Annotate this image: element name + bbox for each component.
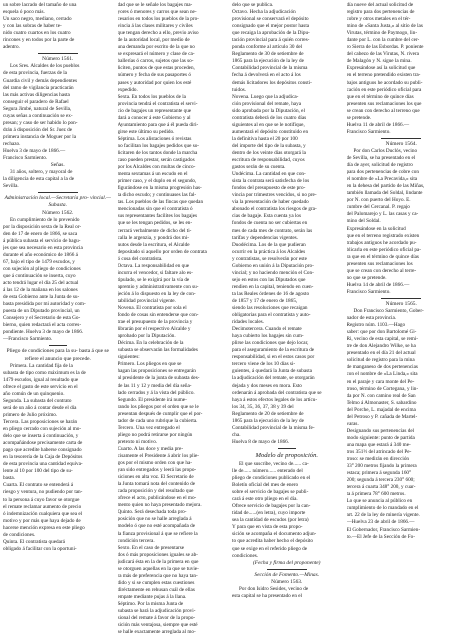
divider [381,298,421,299]
paragraph-registro-linda: Don Francisco Sarmiento, Gober- nador de esta provincia. Registro núm. 1103.—Hago saber: que por don Bartolomé Gi- Ri, vecino de esta capital, se remi- tre de don Alejandro Wilke, se ha presentado en el día 21 del actual solicitud de registro para la mina de manganeso de dos pertenencias con el nombre de «La Linda,» sita en el paraje y cara monte del Pe- troso, término de Cortegana, y lin- da por N. con camino real de San Telmo á Almonaster, S. sabardino del Porche, L. majadal de encima del Petroso y P. cañada de Martel- varas. Designando sus pertenencias del modo siguiente: punto de partida una mapa que estará á 340 me- tros 351½ del atrincado del Pe- troso: se medirán en dirección 33° 200 metros fijando la primera estaca; primera á segunda 160° 200; segunda á tercera 230° 600; tercera á cuarta 348° 200, y cuar- ta á primera 78° 600 metros. Lo que se anuncia al público en cumplimiento de lo mandado en el art. 22 de la ley de minería vigente. —Huelva 23 de abril de 1866.— El Gobernador, Francisco Sarmien- to.—El Jefe de la Sección de Fo- [346,308,424,540]
divider [38,192,78,193]
notice-number: Número 1563. [271,578,303,585]
section-heading-admin: Administración local.—Secretaría pro- vincial.—Subasta. [4,195,111,209]
paragraph-senas: 31 años, soltero, y mayoral de la diligencia de esta capital a la de Sevilla. [3,169,75,190]
section-heading-modelo: Modelo de proposición. [255,451,319,459]
section-heading-fomento: Sección de Fomento.—Minas. [254,571,320,578]
column-1 [3,2,113,640]
divider [38,53,78,54]
column-4 [347,2,457,640]
signature-line: (Fecha y firma del proponente) [253,559,321,566]
paragraph-saco: un sobre lacrado del tamaño de una esquela ó poco más. Un saco negro, mediano, cerrado y con las sobras de haber te- nido cuatro cuartos en los cuatro rincones y en todos por la parte de adentro. [3,2,77,51]
paragraph-adjudicacion: delo que se publica. Octavo. Hecha la adjudicación provisional se conservará el depósito consignado que el mejor postor hasta que recaiga la aprobación de la Dipu- tación provincial para á quién corres- ponda conforme al artículo 30 del Reglamento de 30 de setiembre de 1865 para la ejecución de la ley de Contabilidad provincial de la misma fecha á devolverá en el acto á los demás licitadores los depósitos consti- tuidos. Novena. Luego que la adjudica- ción provisional del remate, haya sido aprobada por la Diputación, el contratista deberá de los cuatro días siguientes al en que se le notifique, aumentará el depósito constituido en la definitiva hasta el 20 por 100 del importe del tipo de la subasta, y dentro de los veinte días otorgará la escritura de responsabilidad, cuyos gastos serán de su cuenta. Undécima. La cantidad en que con- sista la contrata será satisfecha de los fondos del presupuesto de este pro- vincia por trimestres vencidos, si no pre- via la presentación de haber quedado abonado el contratista los riesgos de gra- cias de bagaje. Esta cuenta ya los fondos de cuenta no ser cubiertas en mes de cada mes de contrato, serán las tarifas y dependencias vigentes. Duodécima. Los de la que pudieran ocurrir en la práctica á los Alcaldes y contratistas, se resolverán por este Gobierno en unión á la Diputación pro- vincial; y no haciendo mención el Con- sejo en estos con las Diputados que rendien en la capital, teniendo en cuen- ta las Reales órdenes de 16 de agosto de 1857 y 17 de enero de 1865, siendo las resoluciones que recaigan obligatorias para el contratista y auto- ridades locales. Decimotercera. Cuando el remate haya cubierto los bagajes sin cum- plirse las condiciones que dejo locar, para el aseguramiento de la escritura de responsabilidad, si en el estos casos por tercero viene de los 10 días si- guientes, á quedará la Junta de subasta la adjudicación del remate, se otorgarán dejada y dos meses en mora. Esto ordenarán á aprobada del contratista que se haya á estos efectos legales de los artícu- los 34, 35, 36, 37, 38 y 39 del Reglamento de 20 de setiembre de 1865 para la ejecución de la ley de Contabilidad provincial de la misma fe- cha. Huelva 8 de mayo de 1866. [232,2,322,445]
notice-number: Número 1562. [42,209,74,216]
paragraph-modelo: El que suscribe, vecino de...... ca- lle de...... número...... enterado del pliego de condiciones publicado en el Boletín oficial del mes de enero sobre el servicio de bagajes se publi- cará á este otro pliego en el día. Ofrece servicio de bagajes por la can- tidad de......(en letra), cuyo importe sea la cantidad de escudos (por letra) Y para que en vista de esta propo- sición se acompaña el documento adjun- to que acredita haber hecho el depósito que se exige en el referido pliego de condiciones. [232,460,317,559]
divider [49,345,67,346]
divider [381,138,421,139]
divider [278,448,296,449]
notice-number: Número 1564. [385,140,417,147]
divider [267,569,307,570]
section-heading-pliego: Pliego de condiciones para la su- basta á que se refiere el anuncio que precede. [6,348,109,362]
section-heading: Señas. [50,162,65,169]
column-2 [118,2,228,640]
paragraph-condiciones-cont: dad que se le señale los bagajes ma- yores ó menores y carros que sean ne- cesarios en todos los pueblos de la pro- vincia á las clases militares y civiles que tengan derecho a ello, previo aviso de la autoridad local, por medio de una demanda por escrito de la que no se expresará el número y clase de ca- ballerías ó carros, sujetos que las so- liciten, puntos de que estas proceden, número y fecha de sus pasaportes ó pases y autoridad por quien los esté expedido. Sexta. En todos los pueblos de la provincia tendrá el contratista el servi- cio de bagajes un representante que dará a conocer á este Gobierno y al Ayuntamiento para que á él pueda diri- girse este último su pedido. Séptima. Los alistaciones ó revistas no facilitan los bagajes pedidos que so- licitaren de los tantos donde la marcha caso pueden prestar, serán castigados por los Alcaldes con multas de cinco- menta sextamas á un escudo en el primer caso, y el duplo en el segundo, figurándose en la misma progresión has- ta dicho escudo; y continuases las fal- tas. Los pueblos de las fincas que quedan mencionadas sin que el contratista ó sus representantes facilites los bagajes que se les tengan pedidos, se les en- cerrará verbalmente de dicho del ti- calla le argenzia, y pondrá dos mi- nutos desde la escritura, el Alcalde depositado si aquello por orden de contrata ó cosa del contratista. Octava. La responsabilidad en que incurra el vencedor, si faltare alo es- tipulado, se le exigirá por la vía de apremio y administrativamente con su- jeción á lo dispuesto en la ley de con- tabilidad provincial vigente. Novena. El contratista por sola el fondo de cosas sin entenderse que con- trae el presupuesto de la provincia y librarán por el respectivo Alcalde y aprobado por la Diputación. Décima. En la celebración de la subasta se observarán las formalidades siguientes: Primero. Los pliegos en que se hagan las proposiciones se entregarán al presidente de la junta de subasta des- de las 11 y 12 y media del día seña- lado cerrados y á la vista del público. Segundo. El presidente irá nume- rando los pliegos por el orden que se le presentan después de cumplir que el por- tador de cada uno rubrique la cubierta. Tercero. Una vez entregado el pliego no podrá retirarse por ningún pretexto ni motivo. Cuarto. A las doce y media pre- cisamente el Presidente á abrir los plie- gos por el mismo orden con que ha- yan sido entregados y leerá las propo- siciones en alta voz. El Secretario de la Junta tomará nota del contenido de cada proposición y del resultado que ofrece el acto, publicándose en el mo- mento quien no haya presentado mejora. Quinto. Será desechada toda pro- posición que no se halle arreglada á modelo ó que no esté acompañada de la fianza provisional á que se refiere la condición tercera. Sexto. En el caso de presentarse dos ó más proposiciones iguales se ab- judicará ésta en la de la primera en que se otorguen aquellas en la que se tuvie- ra más de preferencia que no haya tan- dido y si se cumplen estas cuestiones diréctamente en rehusan cuál de ellas empate mediante pujas á la llana. Séptimo. Por la misma Junta de subasta se hará la adjudicación provi- sional del remate á favor de la propo- sición más ventajosa, siempre que esté se halle exactamente arreglada al mo- [117,2,207,636]
paragraph-sesides: Por don Isidro Sesides, vecino de esta capital se ha presentado en el [232,585,309,599]
paragraph-registro-virutas: día nueve del actual solicitud de registro para dos pertenencias de cobre y otros metales en el tér- mino de «Santa Justa,» al sitio de las Virutas, término de Paymogo, lin- dante por L. con la cumbre del cer- ro Sierra de las Esbordas. P. poniente del cabezo de las Virutas, N. rivera de Malagón y N. sigue la mina. Expresándose así la solicitud que en el terreno pretendido existen tra- bajos antiguos he acordado su publi- cación en este periódico oficial para que en el término de quince días presenten sus reclamaciones los que se crean con derecho al terreno que se pretende. Huelva 11 de abril de 1866.— Francisco Sarmiento. [346,2,424,135]
paragraph-subasta: En cumplimiento de lo prevenido por la disposición sexta de la Real or- den de 17 de enero de 1866, se saca á pública subasta el servicio de bagu- jes que sea necesario en esta provincia durante el año económico de 1866 á 67, bajo el tipo de 1479 escudos, y con sujeción al pliego de condiciones que á continuación se inserta, cuyo acto tendrá lugar el día 25 del actual á las 12 de la mañana en los salones de esta Gobierno ante la Junta de su- basta presidida por mi autoridad y com- puesta de un Diputado provincial, un Consejero y el Secretario de esta Go- bierno, quien redactará el acta corres- pondiente. Huelva 3 de mayo de 1866. —Francisco Sarmiento. [3,216,86,343]
notice-number: Número 1561. [42,56,74,63]
paragraph-segura: Los Sres. Alcaldes de los pueblos de esta provincia, fuerzas de la Guardia civil y demás dependientes del ramo de vigilancia practicarán las más activas diligencias hasta conseguir el paradero de Rafael Segura Jimbé, natural de Sevilla, cuyas señas a continuación se ex- presan; y caso de ser habido lo pon- drán á disposición del Sr. Juez de primera instancia de Moguer por la rechazo. Huelva 3 de mayo de 1866.— Francisco Sarmiento. [3,63,80,162]
column-3 [232,2,342,640]
paragraph-duclos: Por don Carlos Duclós, vecino de Sevilla, se ha presentado en el día de ayer, solicitud de registro para dos pertenencias de cobre con el nombre de «La Precavida,» sita en la dehesa del partido de las Miñas, también llamada del Soldal, lindante por N. con puerto del Hoyo. E. cumbre del Cercanal. P. regajo del Palomarejo y L. las casas y ca- mino del Soldal. Expresándose en la solicitud que en el terreno registrado existen trabajos antiguos he acordado pu- blicarla en este periódico oficial pa- ra que en el término de quince días presenten sus reclamaciones los que se crean con derecho al terre- no que se pretende. Huelva 14 de abril de 1866.— Francisco Sarmiento. [346,147,425,295]
paragraph-condiciones: Primera. La cantidad fija de la subasta de tipo como máximum es la de 1479 escudos, igual al resultado que ofrece el gasto de este servicio en el año común de un quinquenio. Segunda. La subasta del contrato será de un año á contar desde el día primero de Julio próximo. Tercera. Las proposiciones se harán en pliego cerrado con sujeción al mo- delo que se inserta á continuación, y acompañándose precisamente carta de pago que acredite haberse consignado en la tesorería de la Caja de Depósitos de esta provincia una cantidad equiva- lente al 10 por 100 del tipo de su- basta. Cuarta. El contrato se entenderá á riesgo y ventura, no pudiendo por tan- to la persona á cuyo favor se otorgue el remate reclamar aumento de precio ó indemnización cualquiera que sea el motivo y por más que haya dejado de hacerse mención expresa en este pliego de condiciones. Quinta. El contratista quedará obligado á facilitar con la oportuni- [3,362,86,552]
notice-number: Número 1565. [385,300,417,307]
